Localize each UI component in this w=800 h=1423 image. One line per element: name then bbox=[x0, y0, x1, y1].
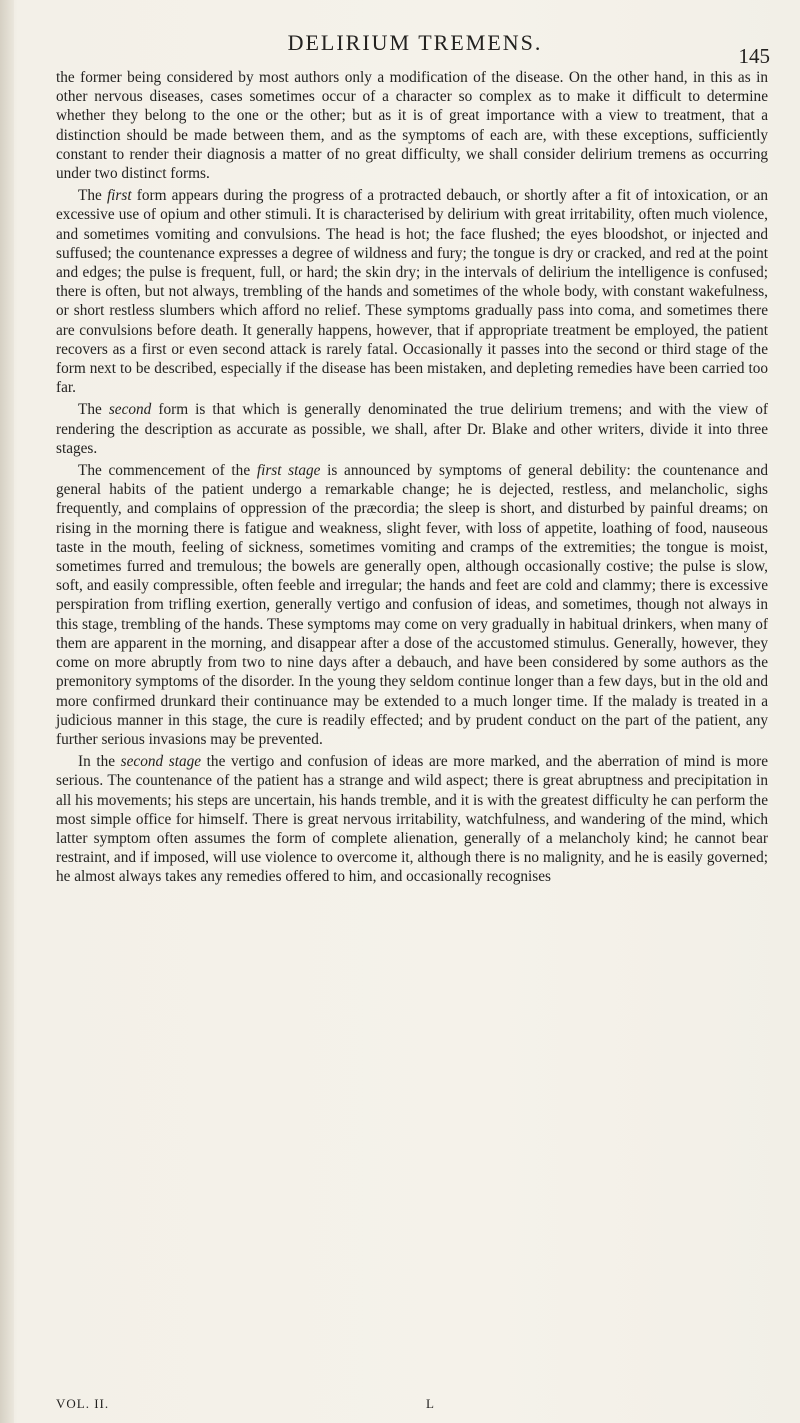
paragraph-text: In the bbox=[78, 753, 121, 771]
signature-mark: L bbox=[426, 1396, 434, 1411]
paragraph bbox=[56, 400, 768, 458]
italic-term: first stage bbox=[256, 462, 321, 480]
paragraph-text: The bbox=[78, 401, 109, 419]
paragraph-text: form is that which is generally denominated the true delirium tremens; and with the view of rendering the description as accurate as possible, we shall, after Dr. Blake and other writers, divide it into three stages. bbox=[56, 401, 769, 457]
paragraph bbox=[56, 752, 768, 886]
running-title: DELIRIUM TREMENS. bbox=[287, 30, 543, 55]
italic-term: first bbox=[106, 187, 132, 205]
paragraph bbox=[56, 186, 768, 397]
paragraph-text: The bbox=[78, 187, 107, 205]
paragraph bbox=[56, 68, 768, 183]
volume-label: VOL. II. bbox=[56, 1396, 110, 1411]
page-footer bbox=[56, 1396, 768, 1416]
paragraph-text: the vertigo and confusion of ideas are more marked, and the aberration of mind is more serious. The countenance of the patient has a strange and wild aspect; there is great abruptness and precipitation in all his movements; his steps are uncertain, his hands tremble, and it is with the greatest difficulty he can perform the most simple office for himself. There is great nervous irritability, watchfulness, and wandering of the mind, which latter symptom often assumes the form of complete alienation, generally of a melancholy kind; he cannot bear restraint, and if imposed, will use violence to overcome it, although there is no malignity, and he is easily governed; he almost always takes any remedies offered to him, and occasionally recognises bbox=[56, 753, 768, 886]
body-text bbox=[56, 68, 768, 890]
page-number: 145 bbox=[738, 44, 770, 68]
italic-term: second bbox=[108, 401, 152, 419]
italic-term: second stage bbox=[120, 753, 202, 771]
binding-gutter bbox=[0, 0, 14, 1423]
paragraph-text: the former being considered by most authors only a modification of the disease. On the other hand, in this as in other nervous diseases, cases sometimes occur of a character so complex as to make it difficult to determine whether they belong to the one or the other; but as it is of great importance with a view to treatment, that a distinction should be made between them, and as the symptoms of each are, with these exceptions, sufficiently constant to render their diagnosis a matter of no great difficulty, we shall consider delirium tremens as occurring under two distinct forms. bbox=[56, 69, 768, 183]
running-head bbox=[60, 30, 770, 68]
paragraph bbox=[56, 461, 768, 749]
paragraph-text: The commencement of the bbox=[78, 462, 257, 480]
paragraph-text: form appears during the progress of a protracted debauch, or shortly after a fit of intoxication, or an excessive use of opium and other stimuli. It is characterised by delirium with great irritability, often much violence, and sometimes vomiting and convulsions. The head is hot; the face flushed; the eyes bloodshot, or injected and suffused; the countenance expresses a degree of wildness and fury; the tongue is dry or cracked, and red at the point and edges; the pulse is frequent, full, or hard; the skin dry; in the intervals of delirium the intelligence is confused; there is often, but not always, trembling of the hands and sometimes of the whole body, with constant wakefulness, or short restless slumbers which afford no relief. These symptoms gradually pass into coma, and sometimes there are convulsions before death. It generally happens, however, that if appropriate treatment be employed, the patient recovers as a first or even second attack is rarely fatal. Occasionally it passes into the second or third stage of the form next to be described, especially if the disease has been mistaken, and depleting remedies have been carried too far. bbox=[56, 187, 768, 397]
paragraph-text: is announced by symptoms of general debility: the countenance and general habits of the patient undergo a remarkable change; he is dejected, restless, and melancholic, sighs frequently, and complains of oppression of the præcordia; the sleep is short, and disturbed by painful dreams; on rising in the morning there is fatigue and weakness, slight fever, with loss of appetite, loathing of food, nauseous taste in the mouth, feeling of sickness, sometimes vomiting and cramps of the extremities; the tongue is moist, sometimes furred and tremulous; the bowels are generally open, although occasionally costive; the pulse is slow, soft, and easily compressible, often feeble and irregular; the hands and feet are cold and clammy; there is excessive perspiration from trifling exertion, generally vertigo and confusion of ideas, and sometimes, though not always in this stage, trembling of the hands. These symptoms may come on very gradually in habitual drinkers, when many of them are apparent in the morning, and disappear after a dose of the accustomed stimulus. Generally, however, they come on more abruptly from two to nine days after a debauch, and have been considered by some authors as the premonitory symptoms of the disorder. In the young they seldom continue longer than a few days, but in the old and more confirmed drunkard their continuance may be extended to a much longer time. If the malady is treated in a judicious manner in this stage, the cure is readily effected; and by prudent conduct on the part of the patient, any further serious invasions may be prevented. bbox=[56, 462, 768, 748]
